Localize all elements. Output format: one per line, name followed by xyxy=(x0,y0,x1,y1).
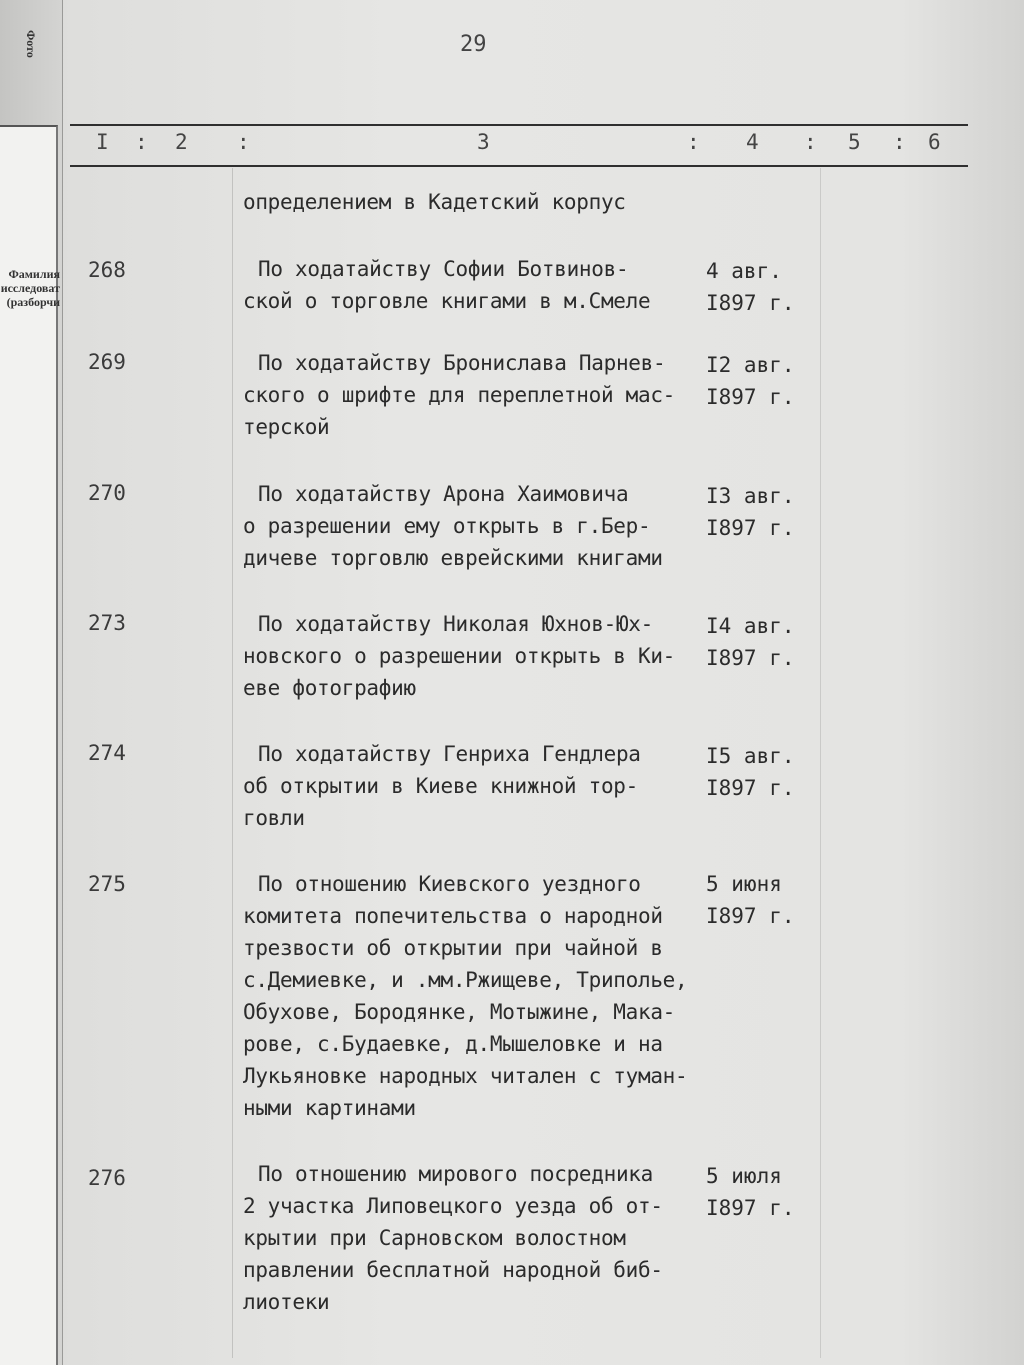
entry-text-line: 2 участка Липовецкого уезда об от- xyxy=(243,1194,663,1218)
header-rule-top xyxy=(70,124,968,126)
entry-date: I897 г. xyxy=(706,516,795,540)
column-separator: : xyxy=(237,130,250,154)
entry-text-line: По ходатайству Николая Юхнов-Юх- xyxy=(258,612,653,636)
entry-number: 270 xyxy=(88,481,126,505)
entry-date: I897 г. xyxy=(706,385,795,409)
entry-date: I2 авг. xyxy=(706,353,795,377)
entry-date: 5 июня xyxy=(706,872,782,896)
entry-text-line: ского о шрифте для переплетной мас- xyxy=(243,383,676,407)
column-rule xyxy=(232,168,233,1358)
entry-date: I897 г. xyxy=(706,1196,795,1220)
entry-text-line: ными картинами xyxy=(243,1096,416,1120)
entry-text-line: трезвости об открытии при чайной в xyxy=(243,936,663,960)
entry-number: 276 xyxy=(88,1166,126,1190)
entry-date: 4 авг. xyxy=(706,259,782,283)
entry-text-line: По ходатайству Бронислава Парнев- xyxy=(258,351,666,375)
column-separator: : xyxy=(135,130,148,154)
entry-number: 275 xyxy=(88,872,126,896)
entry-text-line: правлении бесплатной народной биб- xyxy=(243,1258,663,1282)
column-separator: : xyxy=(804,130,817,154)
column-header-1: I xyxy=(96,130,109,154)
entry-text-line: рове, с.Будаевке, д.Мышеловке и на xyxy=(243,1032,663,1056)
entry-number: 268 xyxy=(88,258,126,282)
entry-text-line: терской xyxy=(243,415,330,439)
entry-text-line: По ходатайству Арона Хаимовича xyxy=(258,482,629,506)
entry-text-line: еве фотографию xyxy=(243,676,416,700)
page-number: 29 xyxy=(460,32,487,57)
entry-text-line: По отношению мирового посредника xyxy=(258,1162,653,1186)
entry-text-line: с.Демиевке, и .мм.Ржищеве, Триполье, xyxy=(243,968,688,992)
column-separator: : xyxy=(893,130,906,154)
entry-text-line: По ходатайству Генриха Гендлера xyxy=(258,742,641,766)
side-label-line: исследоват xyxy=(0,281,60,295)
column-header-3: 3 xyxy=(477,130,490,154)
continuation-text: определением в Кадетский корпус xyxy=(243,190,626,214)
column-header-5: 5 xyxy=(848,130,861,154)
entry-text-line: По ходатайству Софии Ботвинов- xyxy=(258,257,629,281)
side-form-label xyxy=(0,267,60,309)
entry-date: I5 авг. xyxy=(706,744,795,768)
side-label-line: Фамилия xyxy=(8,267,60,281)
side-form-strip xyxy=(0,125,58,1365)
column-rule xyxy=(820,168,821,1358)
side-label-line: (разборчи xyxy=(6,295,60,309)
entry-number: 274 xyxy=(88,741,126,765)
entry-text-line: говли xyxy=(243,806,305,830)
entry-date: I897 г. xyxy=(706,776,795,800)
column-separator: : xyxy=(687,130,700,154)
side-corner-label: Фото xyxy=(24,30,38,58)
entry-text-line: По отношению Киевского уездного xyxy=(258,872,641,896)
column-header-2: 2 xyxy=(175,130,188,154)
entry-text-line: ской о торговле книгами в м.Смеле xyxy=(243,289,651,313)
entry-date: I897 г. xyxy=(706,291,795,315)
entry-date: I897 г. xyxy=(706,646,795,670)
column-header-6: 6 xyxy=(928,130,941,154)
entry-date: I897 г. xyxy=(706,904,795,928)
entry-date: 5 июля xyxy=(706,1164,782,1188)
header-rule-bottom xyxy=(70,165,968,167)
entry-text-line: дичеве торговлю еврейскими книгами xyxy=(243,546,663,570)
entry-text-line: новского о разрешении открыть в Ки- xyxy=(243,644,676,668)
column-header-4: 4 xyxy=(746,130,759,154)
entry-text-line: Обухове, Бородянке, Мотыжине, Мака- xyxy=(243,1000,676,1024)
entry-text-line: крытии при Сарновском волостном xyxy=(243,1226,626,1250)
entry-text-line: лиотеки xyxy=(243,1290,330,1314)
entry-date: I3 авг. xyxy=(706,484,795,508)
entry-number: 273 xyxy=(88,611,126,635)
entry-text-line: о разрешении ему открыть в г.Бер- xyxy=(243,514,651,538)
entry-text-line: об открытии в Киеве книжной тор- xyxy=(243,774,638,798)
entry-text-line: комитета попечительства о народной xyxy=(243,904,663,928)
entry-date: I4 авг. xyxy=(706,614,795,638)
entry-number: 269 xyxy=(88,350,126,374)
entry-text-line: Лукьяновке народных читален с туман- xyxy=(243,1064,688,1088)
